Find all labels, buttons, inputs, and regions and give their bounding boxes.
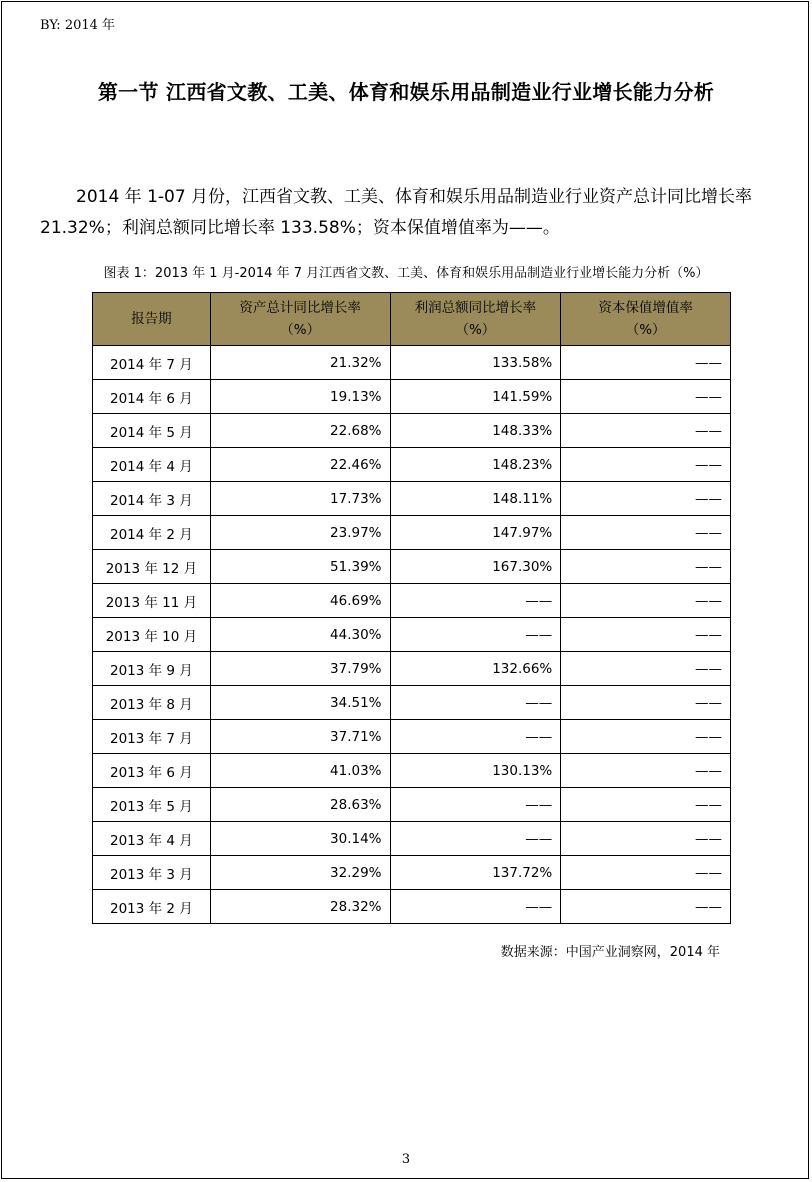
table-row — [93, 584, 731, 618]
cell-period: 2013 年 3 月 — [93, 856, 211, 890]
cell-period: 2014 年 7 月 — [93, 346, 211, 380]
cell-period: 2013 年 8 月 — [93, 686, 211, 720]
cell-period: 2014 年 3 月 — [93, 482, 211, 516]
cell-capital-ratio: —— — [561, 754, 731, 788]
table-header-row — [93, 293, 731, 346]
cell-profit-growth: 148.11% — [390, 482, 561, 516]
cell-period: 2013 年 2 月 — [93, 890, 211, 924]
cell-asset-growth: 28.63% — [210, 788, 390, 822]
cell-profit-growth: —— — [390, 788, 561, 822]
header-capital-ratio — [561, 293, 731, 346]
header-period-label: 报告期 — [131, 311, 172, 327]
table-row — [93, 482, 731, 516]
cell-profit-growth: 132.66% — [390, 652, 561, 686]
cell-period: 2013 年 12 月 — [93, 550, 211, 584]
header-profit-growth — [390, 293, 561, 346]
header-capital-ratio-label: 资本保值增值率 — [598, 300, 693, 316]
table-body — [93, 346, 731, 924]
cell-period: 2014 年 4 月 — [93, 448, 211, 482]
cell-profit-growth: —— — [390, 822, 561, 856]
cell-profit-growth: 141.59% — [390, 380, 561, 414]
cell-period: 2013 年 11 月 — [93, 584, 211, 618]
cell-profit-growth: —— — [390, 720, 561, 754]
table-row — [93, 550, 731, 584]
cell-capital-ratio: —— — [561, 482, 731, 516]
table-row — [93, 618, 731, 652]
cell-capital-ratio: —— — [561, 686, 731, 720]
cell-asset-growth: 51.39% — [210, 550, 390, 584]
cell-profit-growth: 137.72% — [390, 856, 561, 890]
cell-asset-growth: 22.46% — [210, 448, 390, 482]
data-source: 数据来源：中国产业洞察网，2014 年 — [500, 945, 720, 960]
cell-profit-growth: 148.33% — [390, 414, 561, 448]
cell-profit-growth: 167.30% — [390, 550, 561, 584]
summary-paragraph: 2014 年 1-07 月份，江西省文教、工美、体育和娱乐用品制造业行业资产总计同比增长率 21.32%；利润总额同比增长率 133.58%；资本保值增值率为——。 — [40, 187, 753, 238]
cell-period: 2013 年 9 月 — [93, 652, 211, 686]
cell-profit-growth: —— — [390, 686, 561, 720]
cell-profit-growth: 147.97% — [390, 516, 561, 550]
cell-asset-growth: 21.32% — [210, 346, 390, 380]
section-title: 第一节 江西省文教、工美、体育和娱乐用品制造业行业增长能力分析 — [97, 80, 715, 104]
cell-capital-ratio: —— — [561, 448, 731, 482]
cell-profit-growth: —— — [390, 584, 561, 618]
cell-period: 2013 年 4 月 — [93, 822, 211, 856]
table-row — [93, 516, 731, 550]
cell-asset-growth: 22.68% — [210, 414, 390, 448]
table-row — [93, 822, 731, 856]
table-row — [93, 448, 731, 482]
cell-asset-growth: 37.79% — [210, 652, 390, 686]
header-asset-growth-label: 资产总计同比增长率 — [239, 300, 361, 316]
cell-period: 2013 年 6 月 — [93, 754, 211, 788]
cell-capital-ratio: —— — [561, 788, 731, 822]
cell-profit-growth: —— — [390, 890, 561, 924]
cell-capital-ratio: —— — [561, 618, 731, 652]
table-row — [93, 686, 731, 720]
cell-capital-ratio: —— — [561, 346, 731, 380]
cell-asset-growth: 32.29% — [210, 856, 390, 890]
cell-asset-growth: 23.97% — [210, 516, 390, 550]
header-asset-growth — [210, 293, 390, 346]
cell-profit-growth: 133.58% — [390, 346, 561, 380]
cell-period: 2014 年 5 月 — [93, 414, 211, 448]
cell-capital-ratio: —— — [561, 890, 731, 924]
cell-capital-ratio: —— — [561, 584, 731, 618]
table-row — [93, 414, 731, 448]
cell-asset-growth: 17.73% — [210, 482, 390, 516]
table-row — [93, 652, 731, 686]
cell-capital-ratio: —— — [561, 822, 731, 856]
cell-period: 2013 年 10 月 — [93, 618, 211, 652]
cell-capital-ratio: —— — [561, 516, 731, 550]
cell-capital-ratio: —— — [561, 414, 731, 448]
cell-asset-growth: 30.14% — [210, 822, 390, 856]
cell-asset-growth: 37.71% — [210, 720, 390, 754]
table-row — [93, 856, 731, 890]
cell-asset-growth: 28.32% — [210, 890, 390, 924]
cell-period: 2014 年 2 月 — [93, 516, 211, 550]
table-row — [93, 890, 731, 924]
cell-capital-ratio: —— — [561, 856, 731, 890]
cell-asset-growth: 44.30% — [210, 618, 390, 652]
page-number: 3 — [401, 1152, 411, 1167]
cell-capital-ratio: —— — [561, 652, 731, 686]
cell-capital-ratio: —— — [561, 380, 731, 414]
cell-capital-ratio: —— — [561, 550, 731, 584]
table-row — [93, 380, 731, 414]
cell-capital-ratio: —— — [561, 720, 731, 754]
table-row — [93, 720, 731, 754]
header-period — [93, 293, 211, 346]
header-capital-ratio-unit: （%） — [625, 322, 666, 338]
cell-period: 2014 年 6 月 — [93, 380, 211, 414]
cell-asset-growth: 34.51% — [210, 686, 390, 720]
table-caption: 图表 1：2013 年 1 月-2014 年 7 月江西省文教、工美、体育和娱乐用品制造业行业增长能力分析（%） — [103, 266, 709, 281]
cell-profit-growth: —— — [390, 618, 561, 652]
header-profit-growth-unit: （%） — [455, 322, 496, 338]
cell-profit-growth: 148.23% — [390, 448, 561, 482]
table-row — [93, 346, 731, 380]
cell-period: 2013 年 5 月 — [93, 788, 211, 822]
table-row — [93, 754, 731, 788]
header-by-text: BY: 2014 年 — [40, 18, 116, 33]
cell-profit-growth: 130.13% — [390, 754, 561, 788]
header-profit-growth-label: 利润总额同比增长率 — [414, 300, 537, 316]
header-asset-growth-unit: （%） — [280, 322, 321, 338]
cell-asset-growth: 19.13% — [210, 380, 390, 414]
growth-table — [92, 292, 731, 924]
cell-asset-growth: 41.03% — [210, 754, 390, 788]
cell-period: 2013 年 7 月 — [93, 720, 211, 754]
cell-asset-growth: 46.69% — [210, 584, 390, 618]
table-row — [93, 788, 731, 822]
